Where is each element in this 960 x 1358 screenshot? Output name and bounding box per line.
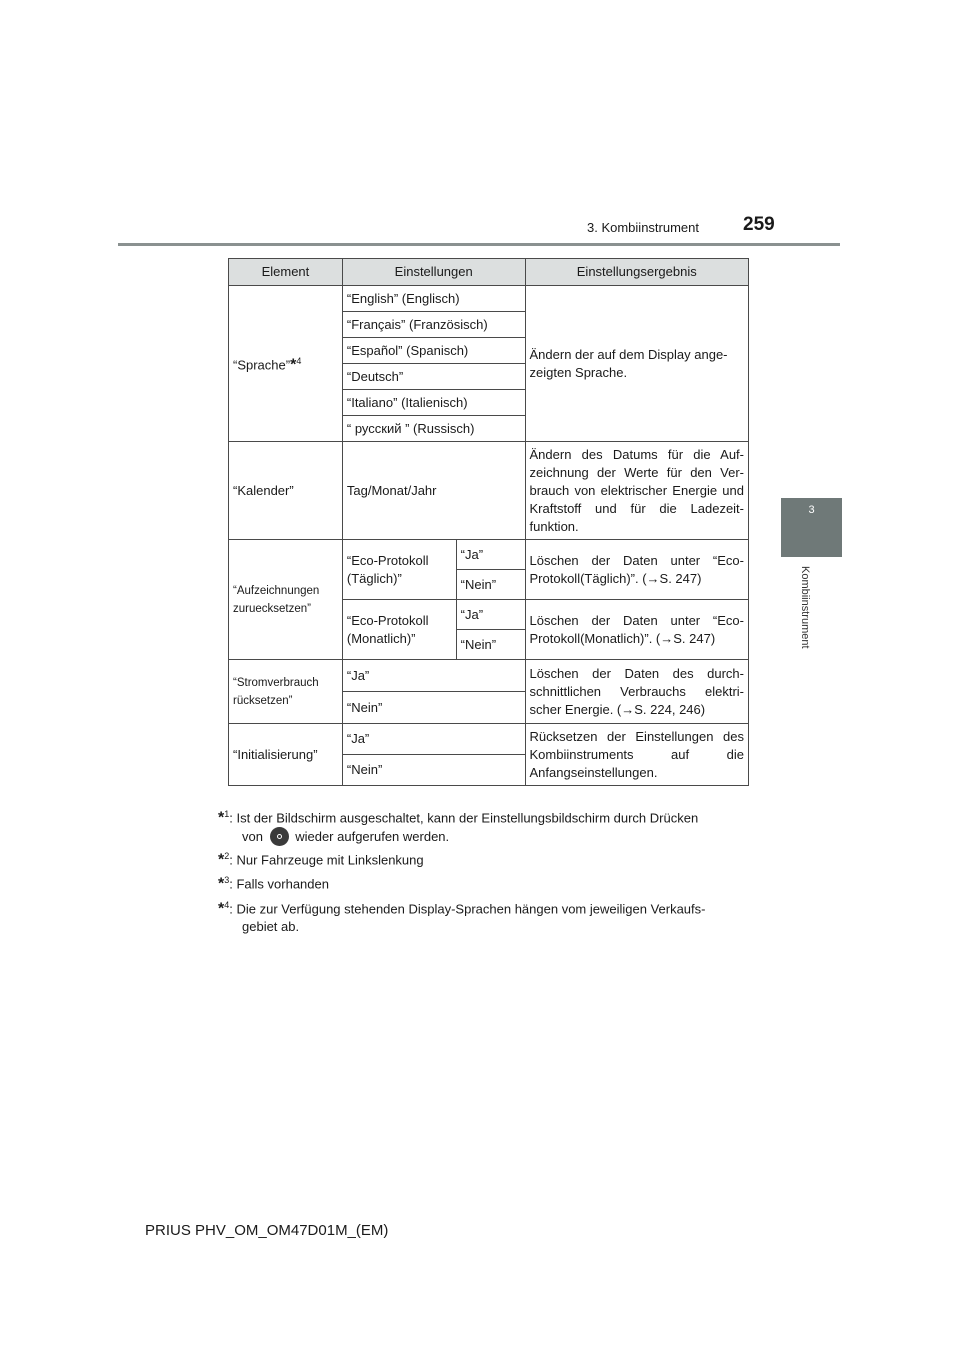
footnote-2: *$^2$: Nur Fahrzeuge mit Linkslenkung	[218, 851, 424, 869]
table-row	[229, 442, 749, 540]
element-stromverbrauch: “Stromverbrauch rücksetzen”	[229, 660, 343, 724]
chapter-number: 3	[808, 504, 815, 516]
header-divider	[118, 243, 840, 246]
language-option: “ русский ” (Russisch)	[342, 416, 525, 442]
page-number: 259	[743, 214, 775, 235]
footnote-1: *$^1$: Ist der Bildschirm ausgeschaltet, kann der Einstellungsbildschirm durch Drücken von wieder aufgerufen werden.	[218, 809, 699, 845]
setting-kalender: Tag/Monat/Jahr	[342, 442, 525, 540]
result-initialisierung: Rücksetzen der Einstellungen des Kombiinstruments auf die Anfangseinstellungen.	[525, 724, 749, 786]
option-nein: “Nein”	[342, 692, 525, 724]
result-kalender: Ändern des Datums für die Auf-zeichnung der Werte für den Ver-brauch von elektrischer Energie und Kraftstoff und für die Ladezeit-funktion.	[525, 442, 749, 540]
document-id: PRIUS PHV_OM_OM47D01M_(EM)	[145, 1222, 389, 1239]
option-nein: “Nein”	[342, 755, 525, 786]
element-sprache: “Sprache”*$^4$	[229, 286, 343, 442]
element-aufzeichnungen: “Aufzeichnungen zuruecksetzen”	[229, 540, 343, 660]
header-element: Element	[229, 259, 343, 286]
result-taeglich: Löschen der Daten unter “Eco-Protokoll(Täglich)”. (→S. 247)	[525, 540, 749, 600]
display-button-icon	[270, 827, 289, 846]
table-row	[229, 286, 749, 312]
language-option: “Deutsch”	[342, 364, 525, 390]
chapter-tab	[781, 498, 842, 557]
option-nein: “Nein”	[456, 630, 525, 660]
table-row	[229, 724, 749, 755]
language-option: “Français” (Französisch)	[342, 312, 525, 338]
option-ja: “Ja”	[342, 724, 525, 755]
section-title: 3. Kombiinstrument	[587, 220, 699, 235]
language-option: “English” (Englisch)	[342, 286, 525, 312]
element-kalender: “Kalender”	[229, 442, 343, 540]
result-monatlich: Löschen der Daten unter “Eco-Protokoll(Monatlich)”. (→S. 247)	[525, 600, 749, 660]
eco-protokoll-monatlich: “Eco-Protokoll (Monatlich)”	[342, 600, 456, 660]
table-header-row	[229, 259, 749, 286]
table-row	[229, 660, 749, 692]
chapter-tab-label: Kombiinstrument	[799, 566, 811, 649]
header-einstellungen: Einstellungen	[342, 259, 525, 286]
header-einstellungsergebnis: Einstellungsergebnis	[525, 259, 749, 286]
result-stromverbrauch: Löschen der Daten des durch-schnittlichen Verbrauchs elektri-scher Energie. (→S. 224, 246)	[525, 660, 749, 724]
eco-protokoll-taeglich: “Eco-Protokoll (Täglich)”	[342, 540, 456, 600]
option-ja: “Ja”	[456, 600, 525, 630]
element-initialisierung: “Initialisierung”	[229, 724, 343, 786]
option-ja: “Ja”	[456, 540, 525, 570]
option-nein: “Nein”	[456, 570, 525, 600]
settings-table	[228, 258, 749, 786]
language-option: “Italiano” (Italienisch)	[342, 390, 525, 416]
footnote-3: *$^3$: Falls vorhanden	[218, 875, 329, 893]
language-option: “Español” (Spanisch)	[342, 338, 525, 364]
footnote-4: *$^4$: Die zur Verfügung stehenden Display-Sprachen hängen vom jeweiligen Verkaufs- gebiet ab.	[218, 900, 706, 935]
option-ja: “Ja”	[342, 660, 525, 692]
result-sprache: Ändern der auf dem Display ange-zeigten Sprache.	[525, 286, 749, 442]
table-row	[229, 540, 749, 570]
